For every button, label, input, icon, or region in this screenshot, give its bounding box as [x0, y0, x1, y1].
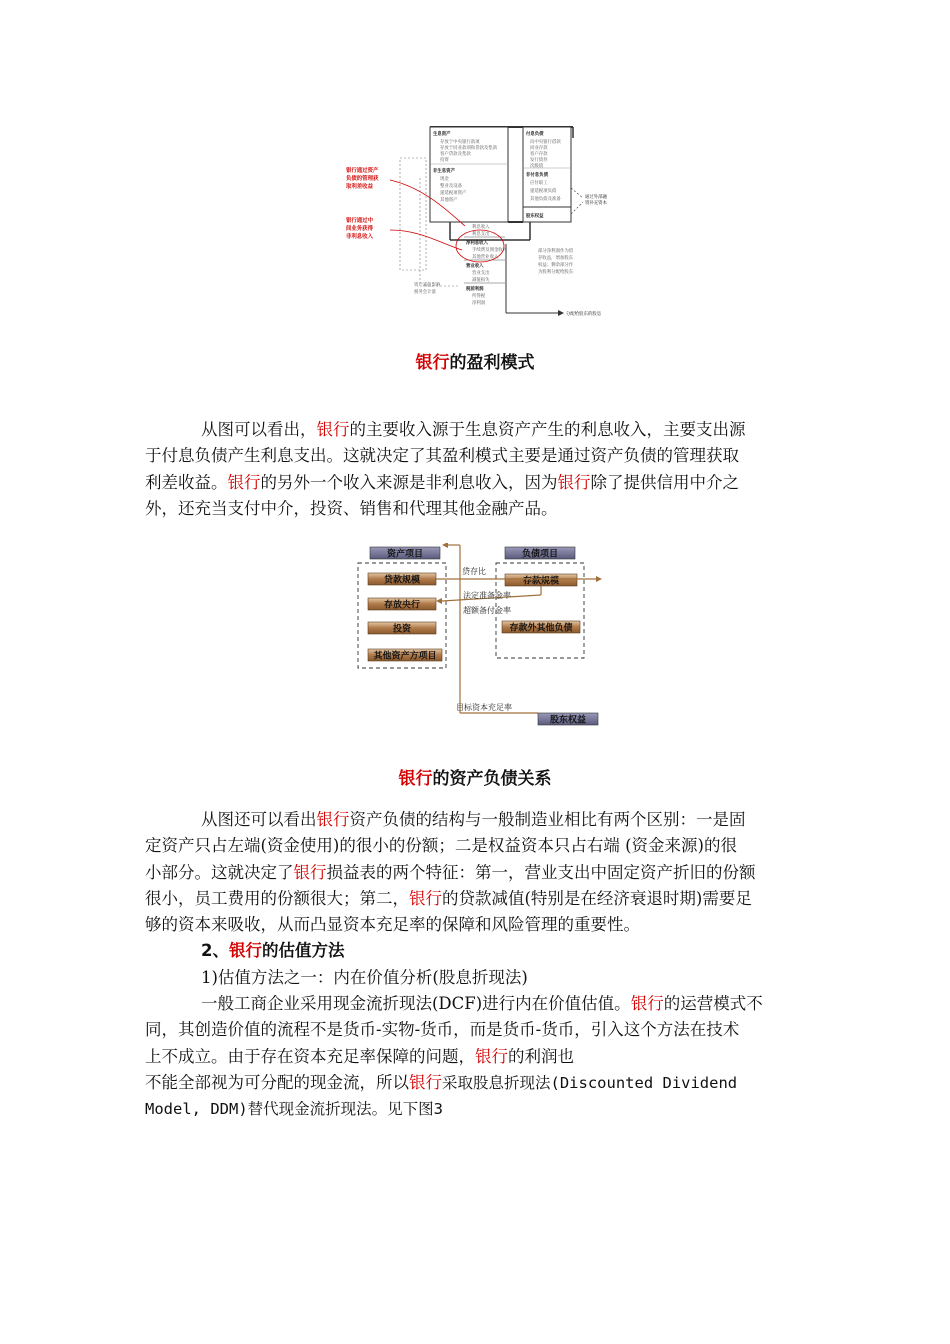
fig1-right-liab-item: 同业存款 — [530, 146, 548, 151]
text-run: 上不成立。由于存在资本充足率保障的问题， — [145, 1046, 475, 1066]
fig1-income-item: 其他营业收入 — [472, 255, 499, 260]
fig1-income-item: 所得税 — [472, 294, 486, 299]
keyword-bank: 银行 — [316, 420, 350, 439]
keyword-bank: 银行 — [293, 862, 327, 882]
text-run: 利差收益。 — [145, 472, 228, 492]
fig1-bottom-right-label: 分配给股东的股息 — [566, 312, 602, 317]
text-run: 小部分。这就决定了 — [145, 862, 294, 882]
text-line: 定资产只占左端(资金使用)的很小的份额；二是权益资本只占右端 (资金来源)的很 — [145, 836, 737, 856]
caption-text: 的资产负债关系 — [432, 769, 552, 789]
caption-text: 的盈利模式 — [449, 353, 535, 373]
text-run: 的贷款减值(特别是在经济衰退时期)需要足 — [442, 888, 752, 908]
fig1-left-nonint-item: 递延税项资产 — [440, 191, 467, 196]
asset-liability-diagram — [350, 543, 610, 733]
fig2-assets-header: 资产项目 — [386, 549, 424, 560]
fig1-right-liab-item: 向中央银行借款 — [530, 140, 561, 145]
fig1-left-nonint-item: 整业及设备 — [440, 184, 462, 189]
fig2-asset-box: 存放央行 — [383, 600, 421, 611]
fig2-ratio-label: 超额备付金率 — [463, 606, 511, 615]
heading-number: 2、 — [201, 941, 229, 961]
fig1-left-nonint-item: 其他资产 — [440, 198, 458, 203]
fig1-income-item: 手续费及佣金收入 — [472, 248, 508, 253]
fig2-capital-label: 目标资本充足率 — [456, 703, 512, 712]
fig1-left-nonint-title: 非生息资产 — [433, 169, 455, 174]
keyword-bank: 银行 — [409, 888, 442, 908]
fig1-left-nonint-item: 现金 — [440, 177, 449, 182]
heading-text: 的估值方法 — [261, 941, 345, 961]
keyword-bank: 银行 — [557, 472, 591, 492]
fig1-income-item: 减值损失 — [472, 278, 490, 283]
fig1-left-asset-item: 存放于同业款项和贷款及垫款 — [440, 146, 498, 151]
caption-keyword: 银行 — [415, 353, 450, 373]
fig1-left-asset-item: 投资 — [440, 158, 449, 163]
fig1-left-assets-title: 生息资产 — [433, 132, 451, 137]
text-run: 损益表的两个特征：第一，营业支出中固定资产折旧的份额 — [326, 862, 756, 882]
fig1-right-note1-l2: 资补充资本 — [585, 201, 607, 206]
fig1-red-note1-l3: 取利差收益 — [346, 184, 373, 190]
fig1-red-note1-l2: 负债的管理获 — [346, 176, 379, 182]
text-run: 从图还可以看出 — [201, 810, 317, 829]
keyword-bank: 银行 — [227, 472, 261, 492]
fig2-liab-header: 负债项目 — [521, 549, 559, 560]
profit-model-diagram — [330, 118, 610, 323]
subheading-method-1: 1)估值方法之一：内在价值分析(股息折现法) — [201, 967, 528, 987]
fig1-right-nonint-item: 应付职工 — [530, 181, 548, 186]
fig1-right-note1-l1: 通过外部融 — [585, 195, 607, 200]
text-run: 除了提供信用中介之 — [590, 472, 739, 492]
text-run: 不能全部视为可分配的现金流，所以 — [145, 1072, 409, 1092]
fig1-red-note1-l1: 银行通过资产 — [346, 168, 379, 174]
fig1-income-item: 利息收入 — [472, 225, 490, 230]
fig1-right-note2-l4: 为股利分配给股东 — [538, 270, 574, 275]
text-line: 外，还充当支付中介，投资、销售和代理其他金融产品。 — [145, 498, 558, 518]
fig1-right-liab-item: 客户存款 — [530, 152, 548, 157]
text-run: 资产负债的结构与一般制造业相比有两个区别：一是固 — [349, 810, 746, 829]
caption-keyword: 银行 — [398, 769, 433, 789]
fig1-equity-label: 股东权益 — [526, 214, 544, 219]
fig1-right-note2-l1: 部分净利润作为留 — [538, 249, 574, 254]
text-run: 一般工商企业采用现金流折现法(DCF)进行内在价值估值。 — [201, 994, 631, 1014]
fig2-liab-box: 存款外其他负债 — [509, 623, 573, 634]
text-line: 同，其创造价值的流程不是货币-实物-货币，而是货币-货币，引入这个方法在技术 — [145, 1020, 740, 1040]
text-run: 的另外一个收入来源是非利息收入，因为 — [260, 472, 558, 492]
text-run: 很小，员工费用的份额很大；第二， — [145, 888, 409, 908]
keyword-bank: 银行 — [316, 810, 350, 829]
keyword-bank: 银行 — [409, 1072, 442, 1092]
text-run: 从图可以看出， — [201, 420, 317, 439]
fig1-bottom-left-note-l2: 税务会计量 — [414, 290, 436, 295]
keyword-bank: 银行 — [630, 994, 664, 1014]
fig1-right-note2-l2: 存收益，增加股东 — [538, 256, 574, 261]
text-run: 采取股息折现法(Discounted Dividend — [442, 1073, 738, 1092]
text-run: 的运营模式不 — [663, 994, 763, 1014]
keyword-bank: 银行 — [475, 1046, 508, 1066]
text-run: 的利润也 — [508, 1046, 574, 1066]
paragraph-profit-model — [145, 417, 805, 522]
fig1-income-item: 净利息收入 — [466, 241, 488, 246]
caption-asset-liability — [0, 764, 950, 789]
paragraph-asset-liability — [145, 807, 805, 1123]
fig2-asset-box: 投资 — [392, 624, 412, 635]
fig2-liab-box: 存款规模 — [522, 576, 560, 587]
fig1-right-liab-item: 次级债 — [530, 164, 544, 169]
fig1-red-note2-l2: 间业务获得 — [346, 226, 373, 232]
fig2-equity-box: 股东权益 — [549, 715, 587, 726]
fig1-right-liab-title: 付息负债 — [526, 132, 544, 137]
caption-profit-model — [0, 348, 950, 373]
fig1-income-item: 营业收入 — [466, 264, 484, 269]
fig1-income-item: 利息支出 — [472, 232, 490, 237]
fig1-right-nonint-item: 其他负债及准备 — [530, 197, 561, 202]
fig1-red-note2-l3: 非利息收入 — [346, 234, 373, 240]
text-line: Model, DDM)替代现金流折现法。见下图3 — [145, 1100, 443, 1119]
fig1-left-asset-item: 客户贷款及垫款 — [440, 152, 471, 157]
fig1-right-nonint-title: 非付息负债 — [526, 173, 548, 178]
fig2-ratio-label: 法定准备金率 — [463, 591, 511, 600]
fig2-ratio-label: 贷存比 — [462, 567, 486, 576]
fig1-red-note2-l1: 银行通过中 — [346, 218, 373, 224]
fig1-income-item: 税前利润 — [466, 287, 484, 292]
fig1-bottom-left-note-l1: 资产减值影响 — [414, 283, 441, 288]
fig2-asset-box: 贷款规模 — [383, 575, 421, 586]
keyword-bank: 银行 — [228, 941, 262, 961]
fig2-asset-box: 其他资产方项目 — [373, 651, 437, 662]
section-heading-valuation — [145, 938, 805, 964]
text-line: 够的资本来吸收，从而凸显资本充足率的保障和风险管理的重要性。 — [145, 915, 640, 935]
fig1-right-nonint-item: 递延税项负债 — [530, 189, 557, 194]
text-line: 于付息负债产生利息支出。这就决定了其盈利模式主要是通过资产负债的管理获取 — [145, 446, 739, 466]
fig1-income-item: 营业支出 — [472, 271, 490, 276]
fig1-income-item: 净利润 — [472, 301, 486, 306]
text-run: 的主要收入源于生息资产产生的利息收入，主要支出源 — [349, 420, 746, 439]
fig1-left-asset-item: 存放于中央银行款项 — [440, 140, 480, 145]
fig1-right-note2-l3: 权益；剩余部分作 — [538, 263, 574, 268]
fig1-right-liab-item: 发行债券 — [530, 158, 548, 163]
